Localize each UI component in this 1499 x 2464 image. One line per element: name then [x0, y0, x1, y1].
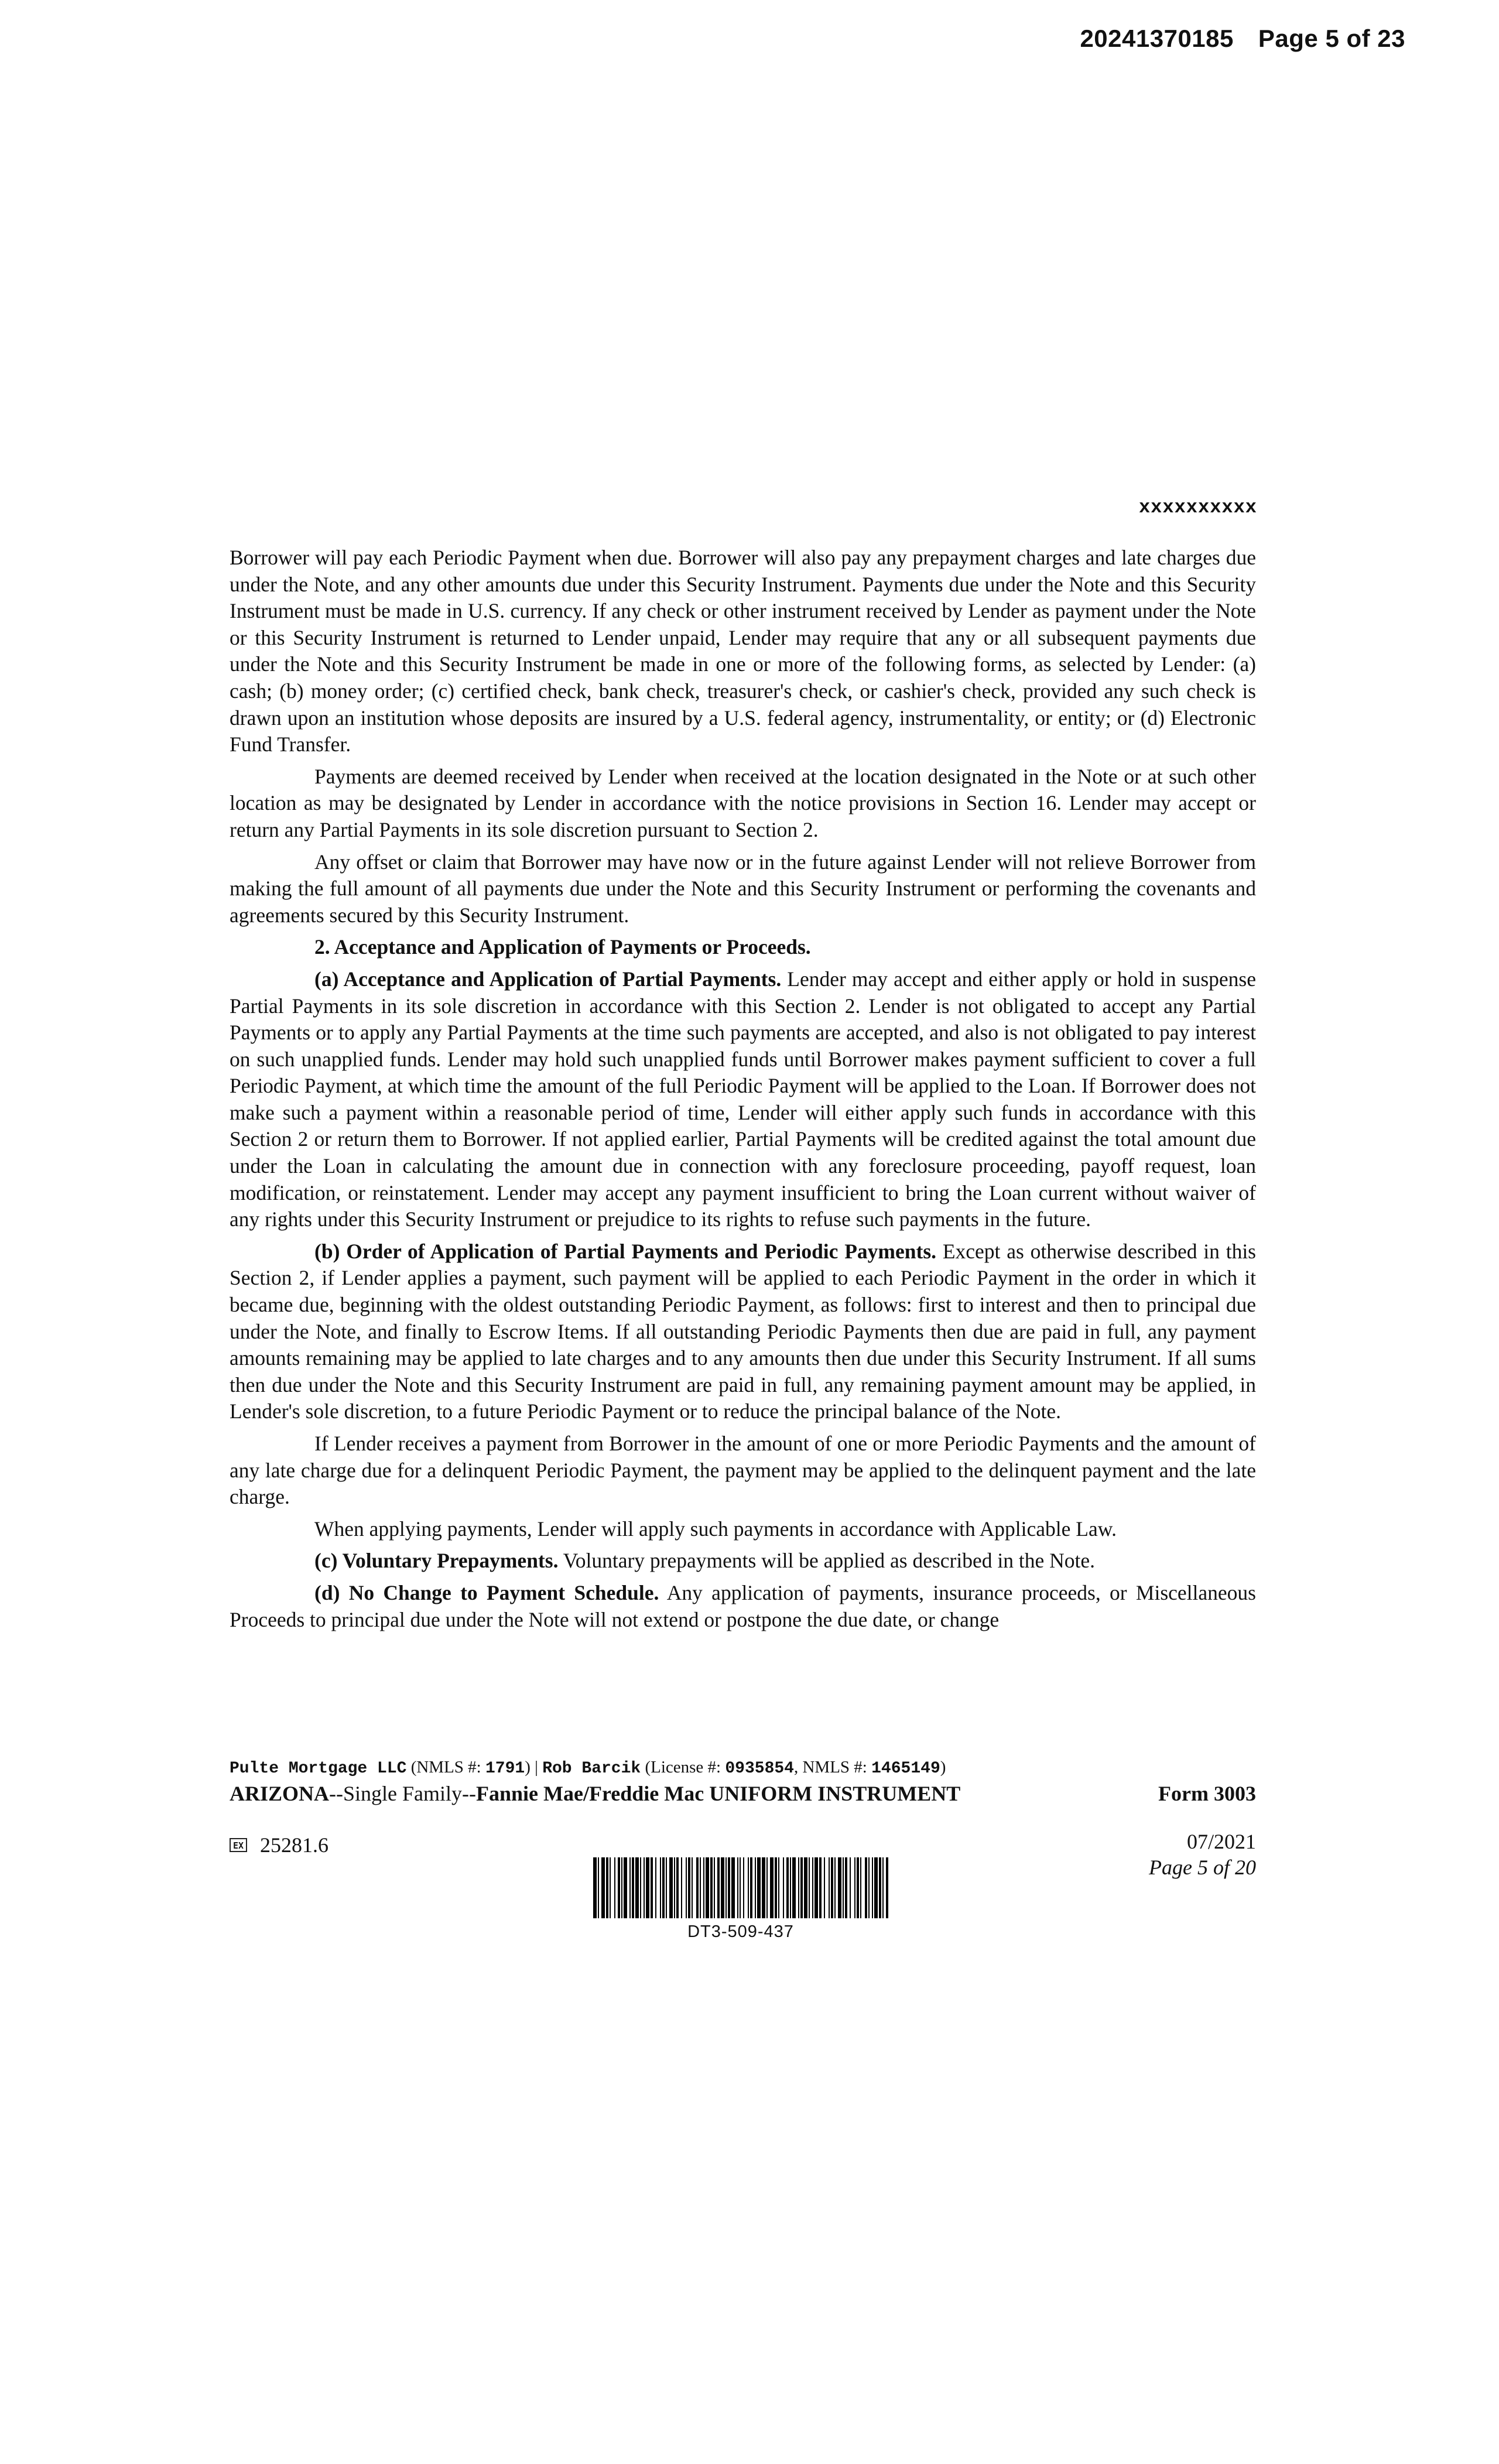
- subsection-b: [230, 1238, 1256, 1425]
- barcode-bar: [740, 1857, 741, 1918]
- document-body: [230, 545, 1256, 1638]
- officer-nmls-label: , NMLS #:: [793, 1758, 872, 1777]
- subsection-a-text: Lender may accept and either apply or hold in suspense Partial Payments in its sole discretion in accordance with this Section 2. Lender is not obligated to accept any Partial Payments or to apply any Partial Payments at the time such payments are accepted, and also is not obligated to pay interest on such unapplied funds. Lender may hold such unapplied funds until Borrower makes payment sufficient to cover a full Periodic Payment, at which time the amount of the full Periodic Payment will be applied to the Loan. If Borrower does not make such a payment within a reasonable period of time, Lender will either apply such funds in accordance with this Section 2 or return them to Borrower. If not applied earlier, Partial Payments will be credited against the total amount due under the Loan in calculating the amount due in connection with any foreclosure proceeding, payoff request, loan modification, or reinstatement. Lender may accept any payment insufficient to bring the Loan current without waiver of any rights under this Security Instrument or prejudice to its rights to refuse such payments in the future.: [230, 967, 1256, 1231]
- barcode-bar: [655, 1857, 656, 1918]
- subsection-c: [230, 1548, 1256, 1575]
- lender-info-line: [230, 1757, 1256, 1779]
- barcode-bar: [748, 1857, 749, 1918]
- barcode-bar: [872, 1857, 873, 1918]
- subsection-c-text: Voluntary prepayments will be applied as described in the Note.: [558, 1549, 1095, 1573]
- subsection-a: [230, 966, 1256, 1233]
- barcode-bar: [610, 1857, 611, 1918]
- barcode-bar: [674, 1857, 675, 1918]
- barcode-bar: [598, 1857, 599, 1918]
- barcode-bar: [601, 1857, 605, 1918]
- barcode-bar: [790, 1857, 791, 1918]
- barcode-bar: [721, 1857, 724, 1918]
- barcode-bar: [814, 1857, 818, 1918]
- closing-paren: ): [940, 1758, 946, 1777]
- instrument-title: [230, 1781, 960, 1806]
- barcode-bar: [824, 1857, 825, 1918]
- barcode-bar: [632, 1857, 634, 1918]
- barcode-bar: [743, 1857, 744, 1918]
- subsection-d: [230, 1580, 1256, 1633]
- lender-nmls-number: 1791: [485, 1760, 525, 1778]
- paragraph-offset-claim: Any offset or claim that Borrower may have now or in the future against Lender will not relieve Borrower from making the full amount of all payments due under the Note and this Security Instrument or performing the covenants and agreements secured by this Security Instrument.: [230, 850, 1256, 927]
- paragraph-payments-received: Payments are deemed received by Lender when received at the location designated in the Note or at such other location as may be designated by Lender in accordance with the notice provisions in Section 16. Lender may accept or return any Partial Payments in its sole discretion pursuant to Section 2.: [230, 764, 1256, 841]
- loan-officer-name: Rob Barcik: [542, 1760, 641, 1778]
- barcode-bar: [614, 1857, 615, 1918]
- state-name: ARIZONA: [230, 1782, 330, 1805]
- barcode-bar: [651, 1857, 653, 1918]
- barcode-bar: [766, 1857, 768, 1918]
- section-2-heading: 2. Acceptance and Application of Payments or Proceeds.: [314, 935, 811, 959]
- barcode-bar: [728, 1857, 730, 1918]
- barcode-bar: [809, 1857, 810, 1918]
- barcode-bar: [700, 1857, 701, 1918]
- barcode-bar: [831, 1857, 833, 1918]
- barcode-bar: [681, 1857, 682, 1918]
- property-type: --Single Family--: [329, 1782, 476, 1805]
- form-date: 07/2021: [1186, 1830, 1256, 1853]
- barcode-bar: [731, 1857, 735, 1918]
- form-label: Form 3003: [1158, 1782, 1256, 1805]
- barcode-bar: [706, 1857, 709, 1918]
- barcode-bar: [688, 1857, 690, 1918]
- barcode-bar: [812, 1857, 813, 1918]
- barcode-bar: [666, 1857, 667, 1918]
- barcode-bar: [804, 1857, 807, 1918]
- barcode-bar: [725, 1857, 727, 1918]
- barcode-bar: [845, 1857, 847, 1918]
- lender-separator: ) |: [525, 1758, 543, 1777]
- officer-license-number: 0935854: [725, 1760, 794, 1778]
- barcode-bar: [857, 1857, 859, 1918]
- subsection-b-paragraph-3: When applying payments, Lender will apply such payments in accordance with Applicable Law.: [314, 1517, 1117, 1541]
- barcode-bar: [792, 1857, 796, 1918]
- barcode-bar: [860, 1857, 861, 1918]
- barcode-bar: [800, 1857, 803, 1918]
- barcode-bar: [640, 1857, 641, 1918]
- barcode-bar: [696, 1857, 699, 1918]
- barcode-bar: [646, 1857, 649, 1918]
- barcode-bar: [762, 1857, 765, 1918]
- barcode-bar: [882, 1857, 884, 1918]
- lender-name: Pulte Mortgage LLC: [230, 1760, 407, 1778]
- barcode-bar: [819, 1857, 822, 1918]
- barcode-bar: [874, 1857, 878, 1918]
- form-page: Page 5 of 20: [1149, 1856, 1256, 1879]
- officer-license-label: (License #:: [641, 1758, 725, 1777]
- barcode-bar: [606, 1857, 608, 1918]
- barcode-bar: [770, 1857, 774, 1918]
- subsection-d-text: Any application of payments, insurance proceeds, or Miscellaneous Proceeds to principal due under the Note will not extend or postpone the due date, or change: [230, 1580, 1256, 1631]
- barcode-bar: [786, 1857, 789, 1918]
- officer-nmls-number: 1465149: [871, 1760, 940, 1778]
- barcode-bar: [686, 1857, 687, 1918]
- recording-header: [1080, 25, 1405, 53]
- document-code-number: 25281.6: [260, 1833, 328, 1857]
- barcode-bar: [717, 1857, 720, 1918]
- barcode-bar: [703, 1857, 704, 1918]
- barcode-bar: [850, 1857, 851, 1918]
- barcode-bar: [843, 1857, 844, 1918]
- barcode-bar: [755, 1857, 756, 1918]
- barcode-bar: [629, 1857, 631, 1918]
- recording-page-label: Page 5 of 23: [1258, 25, 1405, 52]
- paragraph-periodic-payment: Borrower will pay each Periodic Payment when due. Borrower will also pay any prepayment charges and late charges due under the Note, and any other amounts due under this Security Instrument. Payments due under the Note and this Security Instrument must be made in U.S. currency. If any check or other instrument received by Lender as payment under the Note or this Security Instrument is returned to Lender unpaid, Lender may require that any or all subsequent payments due under the Note and this Security Instrument be made in one or more of the following forms, as selected by Lender: (a) cash; (b) money order; (c) certified check, bank check, treasurer's check, or cashier's check, provided any such check is drawn upon an institution whose deposits are insured by a U.S. federal agency, instrumentality, or entity; or (d) Electronic Fund Transfer.: [230, 546, 1256, 757]
- barcode-bar: [838, 1857, 841, 1918]
- form-revision: [1149, 1829, 1256, 1880]
- subsection-a-heading: (a) Acceptance and Application of Partial Payments.: [314, 967, 782, 991]
- masked-loan-number: xxxxxxxxxx: [1138, 497, 1257, 518]
- barcode-bar: [676, 1857, 679, 1918]
- subsection-c-heading: (c) Voluntary Prepayments.: [314, 1549, 559, 1573]
- barcode-bar: [635, 1857, 639, 1918]
- barcode-image: [593, 1857, 888, 1918]
- subsection-d-heading: (d) No Change to Payment Schedule.: [314, 1580, 659, 1604]
- lender-nmls-label: (NMLS #:: [406, 1758, 485, 1777]
- form-number: [1158, 1781, 1256, 1806]
- barcode-bar: [886, 1857, 888, 1918]
- barcode-bar: [879, 1857, 881, 1918]
- barcode-bar: [783, 1857, 784, 1918]
- barcode-bar: [692, 1857, 693, 1918]
- barcode-bar: [618, 1857, 620, 1918]
- subsection-b-paragraph-2: If Lender receives a payment from Borrower in the amount of one or more Periodic Payments and the amount of any late charge due for a delinquent Periodic Payment, the payment may be applied to the delinquent payment and the late charge.: [230, 1432, 1256, 1509]
- subsection-b-text: Except as otherwise described in this Section 2, if Lender applies a payment, such payment will be applied to each Periodic Payment in the order in which it became due, beginning with the oldest outstanding Periodic Payment, as follows: first to interest and then to principal due under the Note, and finally to Escrow Items. If all outstanding Periodic Payments then due are paid in full, any payment amounts remaining may be applied to late charges and to any amounts then due under this Security Instrument. If all sums then due under the Note and this Security Instrument are paid in full, any remaining payment amount may be applied, in Lender's sole discretion, to a future Periodic Payment or to reduce the principal balance of the Note.: [230, 1239, 1256, 1423]
- barcode-bar: [865, 1857, 867, 1918]
- document-code: [230, 1832, 328, 1858]
- barcode-bar: [854, 1857, 855, 1918]
- uniform-instrument-title: Fannie Mae/Freddie Mac UNIFORM INSTRUMENT: [475, 1782, 961, 1805]
- barcode-label: DT3-509-437: [687, 1922, 794, 1941]
- barcode-bar: [660, 1857, 661, 1918]
- barcode-bar: [662, 1857, 665, 1918]
- recording-number: 20241370185: [1080, 25, 1234, 52]
- barcode-bar: [714, 1857, 715, 1918]
- barcode: [593, 1857, 888, 1942]
- barcode-bar: [644, 1857, 645, 1918]
- barcode-bar: [750, 1857, 752, 1918]
- barcode-bar: [868, 1857, 870, 1918]
- subsection-b-heading: (b) Order of Application of Partial Payments and Periodic Payments.: [314, 1239, 937, 1263]
- ex-icon: EX: [230, 1838, 247, 1852]
- barcode-bar: [834, 1857, 836, 1918]
- barcode-bar: [624, 1857, 627, 1918]
- barcode-bar: [757, 1857, 761, 1918]
- barcode-bar: [737, 1857, 738, 1918]
- barcode-bar: [775, 1857, 777, 1918]
- barcode-bar: [710, 1857, 713, 1918]
- footer-title-row: [230, 1781, 1256, 1806]
- barcode-bar: [593, 1857, 597, 1918]
- barcode-bar: [669, 1857, 673, 1918]
- barcode-bar: [621, 1857, 622, 1918]
- barcode-bar: [798, 1857, 799, 1918]
- barcode-bar: [778, 1857, 779, 1918]
- barcode-bar: [829, 1857, 830, 1918]
